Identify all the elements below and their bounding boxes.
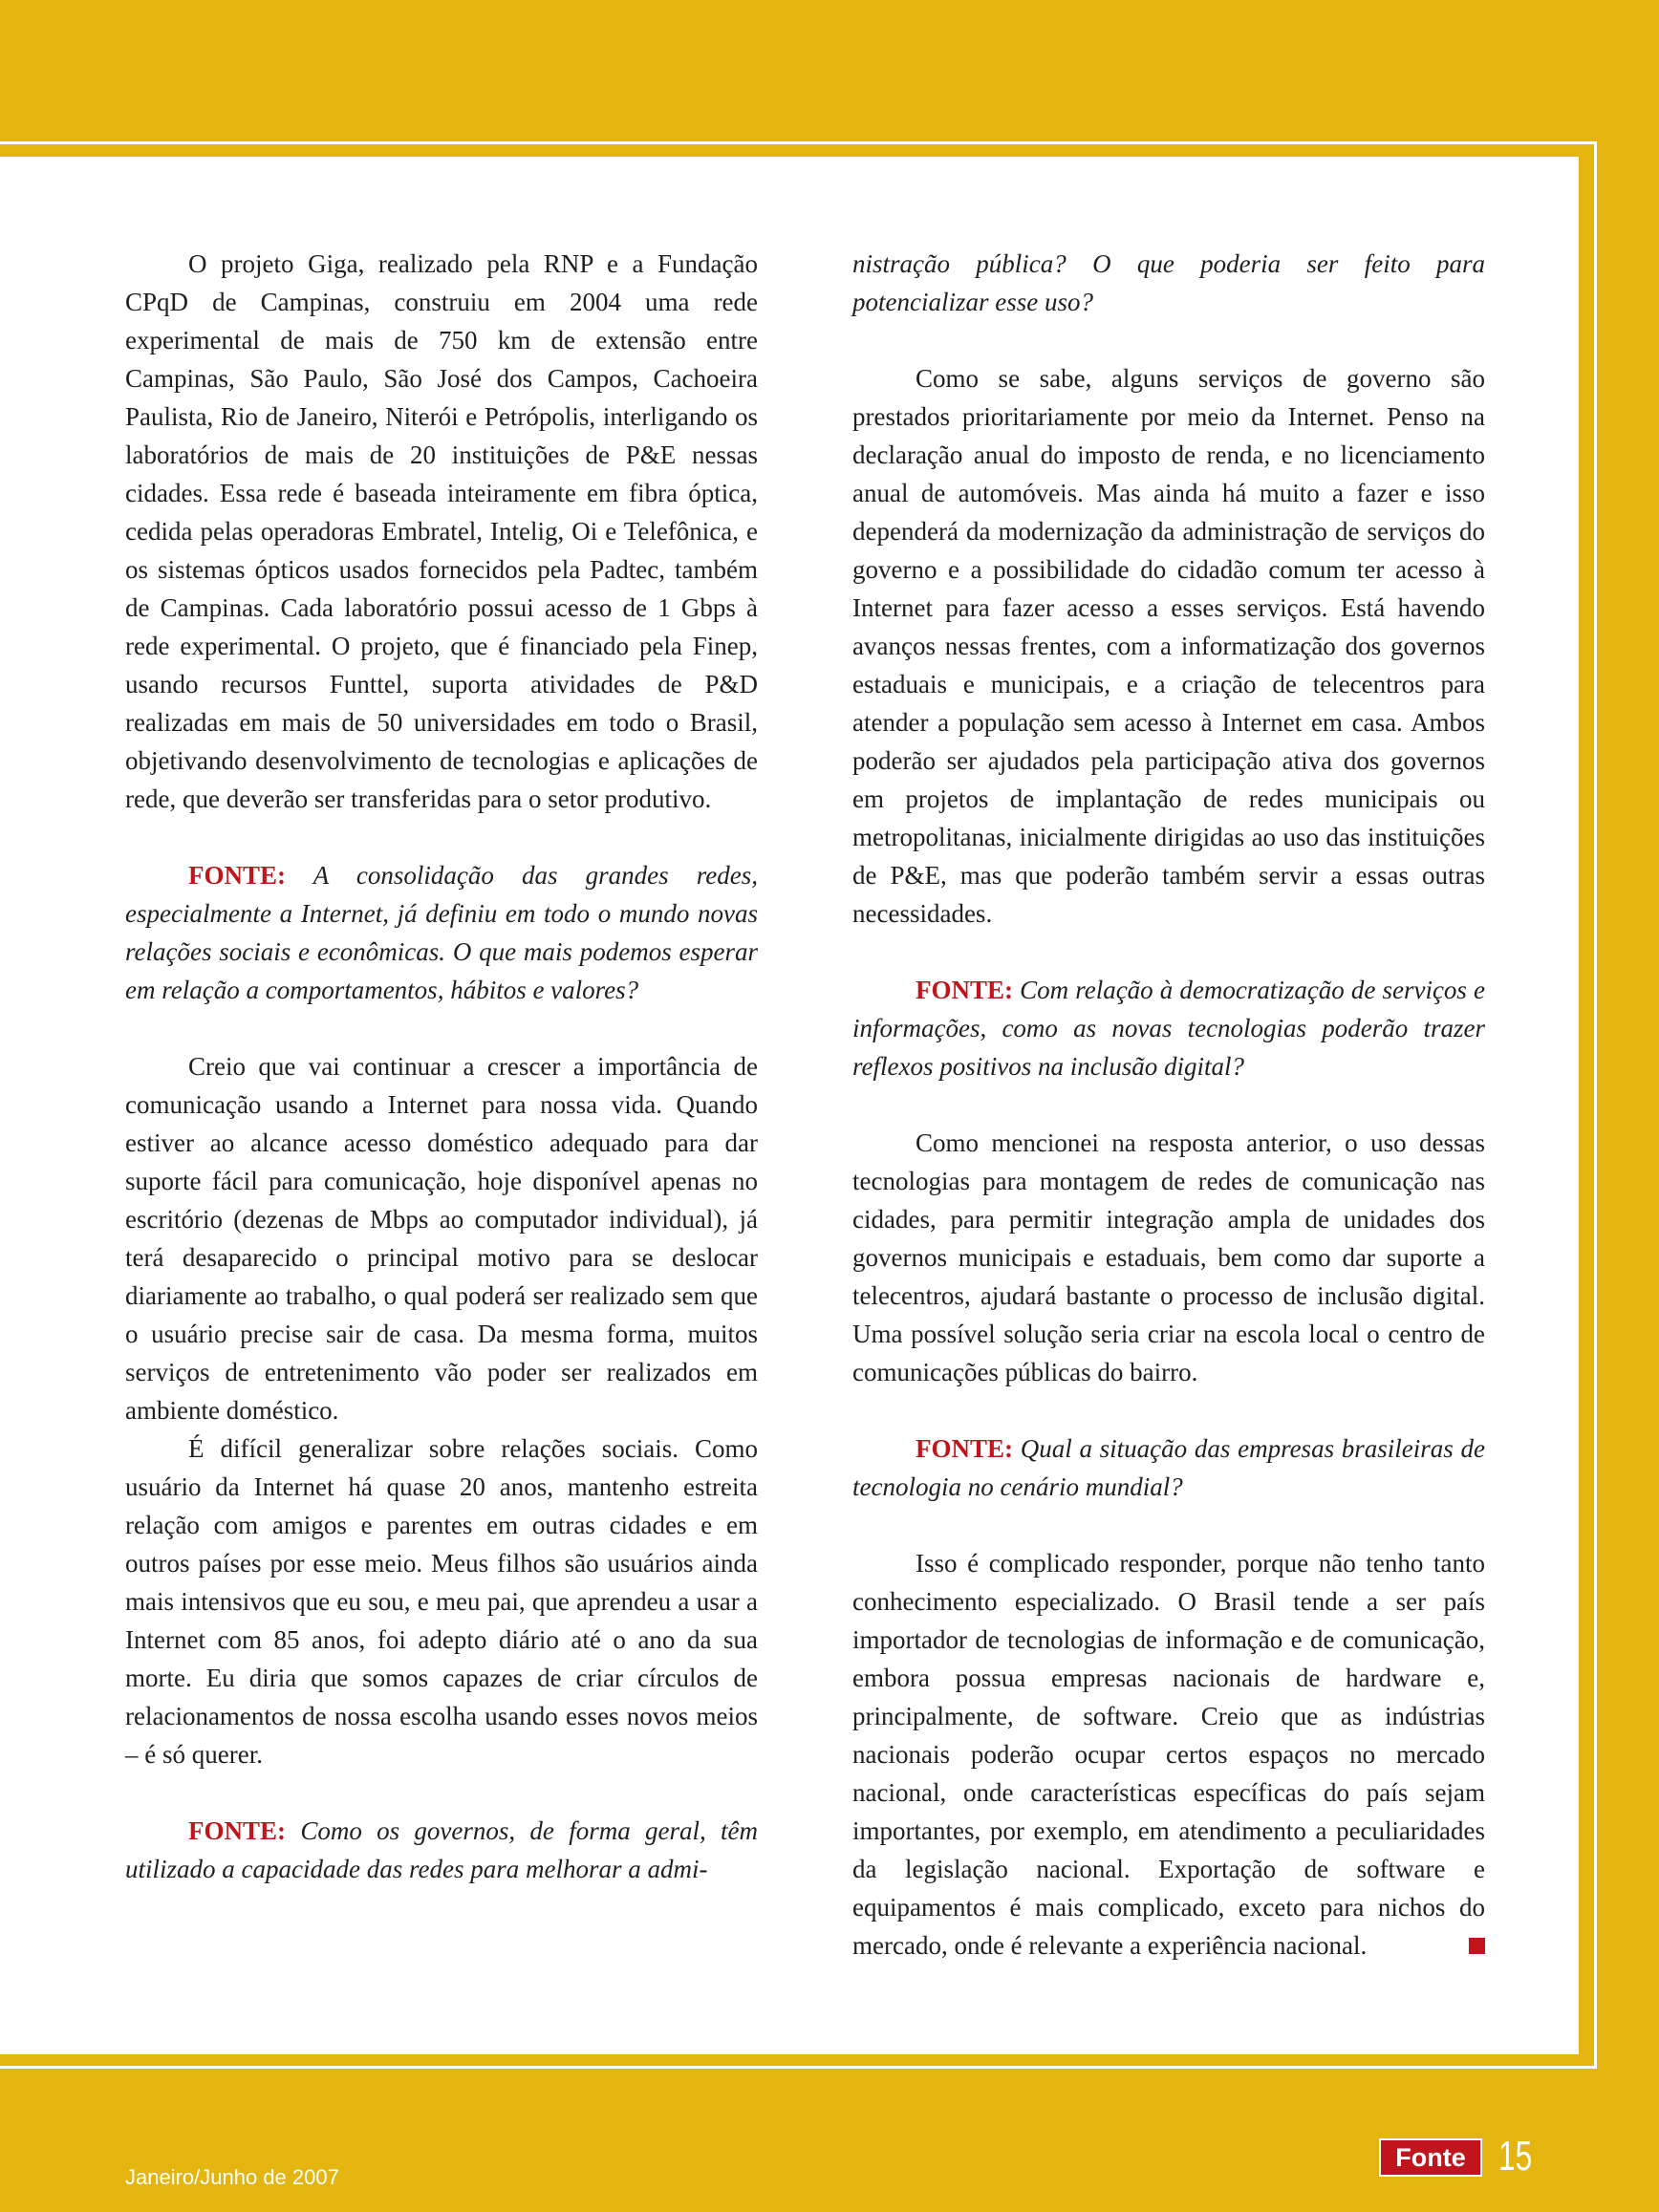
magazine-logo: Fonte [1379, 2138, 1482, 2177]
question-text: Como os governos, de forma geral, têm utilizado a capacidade das redes para melhorar a admi- [125, 1816, 759, 1883]
question-continuation: nistração pública? O que poderia ser feito para potencializar esse uso? [852, 249, 1485, 316]
answer-paragraph: Como mencionei na resposta anterior, o uso dessas tecnologias para montagem de redes de comunicação nas cidades, para permitir integração ampla de unidades dos governos municipais e estaduais, bem como dar suporte a telecentros, ajudará bastante o processo de inclusão digital. Uma possível solução seria criar na escola local o centro de comunicações públicas do bairro. [852, 1128, 1485, 1386]
question-label: FONTE: [188, 861, 287, 890]
paragraph-giga-project: O projeto Giga, realizado pela RNP e a Fundação CPqD de Campinas, construiu em 2004 uma rede experimental de mais de 750 km de extensão entre Campinas, São Paulo, São José dos Campos, Cachoeira Paulista, Rio de Janeiro, Niterói e Petrópolis, interligando os laboratórios de mais de 20 instituições de P&E nessas cidades. Essa rede é baseada inteiramente em fibra óptica, cedida pelas operadoras Embratel, Intelig, Oi e Telefônica, e os sistemas ópticos usados fornecidos pela Padtec, também de Campinas. Cada laboratório possui acesso de 1 Gbps à rede experimental. O projeto, que é financiado pela Finep, usando recursos Funttel, suporta atividades de P&D realizadas em mais de 50 universidades em todo o Brasil, objetivando desenvolvimento de tecnologias e aplicações de rede, que deverão ser transferidas para o setor produtivo. [125, 249, 758, 813]
page-body [0, 157, 1579, 2054]
interview-question [125, 856, 758, 1009]
answer-text: Isso é complicado responder, porque não tenho tanto conhecimento especializado. O Brasil tende a ser país importador de tecnologias de informação e de comunicação, embora possua empresas nacionais de hardware e, principalmente, de software. Creio que as indústrias nacionais poderão ocupar certos espaços no mercado nacional, onde características específicas do país sejam importantes, por exemplo, em atendimento a peculiaridades da legislação nacional. Exportação de software e equipamentos é mais complicado, exceto para nichos do mercado, onde é relevante a experiência nacional. [852, 1549, 1485, 1960]
question-label: FONTE: [188, 1816, 287, 1845]
question-text: Qual a situação das empresas brasileiras de tecnologia no cenário mundial? [852, 1434, 1485, 1501]
left-column [125, 245, 758, 1888]
question-label: FONTE: [916, 1434, 1014, 1463]
right-column [852, 245, 1485, 1965]
answer-paragraph: Como se sabe, alguns serviços de governo são prestados prioritariamente por meio da Internet. Penso na declaração anual do imposto de renda, e no licenciamento anual de automóveis. Mas ainda há muito a fazer e isso dependerá da modernização da administração de serviços do governo e a possibilidade do cidadão comum ter acesso à Internet para fazer acesso a esses serviços. Está havendo avanços nessas frentes, com a informatização dos governos estaduais e municipais, e a criação de telecentros para atender a população sem acesso à Internet em casa. Ambos poderão ser ajudados pela participação ativa dos governos em projetos de implantação de redes municipais ou metropolitanas, inicialmente dirigidas ao uso das instituições de P&E, mas que poderão também servir a essas outras necessidades. [852, 364, 1485, 928]
page-number: 15 [1498, 2133, 1533, 2180]
interview-question [852, 1429, 1485, 1506]
end-of-article-square-icon [1469, 1938, 1485, 1954]
answer-paragraph: Creio que vai continuar a crescer a importância de comunicação usando a Internet para nossa vida. Quando estiver ao alcance acesso doméstico adequado para dar suporte fácil para comunicação, hoje disponível apenas no escritório (dezenas de Mbps ao computador individual), já terá desaparecido o principal motivo para se deslocar diariamente ao trabalho, o qual poderá ser realizado sem que o usuário precise sair de casa. Da mesma forma, muitos serviços de entretenimento vão poder ser realizados em ambiente doméstico. [125, 1052, 758, 1425]
footer-date: Janeiro/Junho de 2007 [125, 2165, 339, 2189]
interview-question [852, 971, 1485, 1085]
question-text: Com relação à democratização de serviços e informações, como as novas tecnologias poderão trazer reflexos positivos na inclusão digital? [852, 976, 1485, 1081]
question-label: FONTE: [916, 976, 1014, 1004]
question-text: A consolidação das grandes redes, especialmente a Internet, já definiu em todo o mundo novas relações sociais e econômicas. O que mais podemos esperar em relação a comportamentos, hábitos e valores? [125, 861, 758, 1004]
answer-paragraph: É difícil generalizar sobre relações sociais. Como usuário da Internet há quase 20 anos, mantenho estreita relação com amigos e parentes em outras cidades e em outros países por esse meio. Meus filhos são usuários ainda mais intensivos que eu sou, e meu pai, que aprendeu a usar a Internet com 85 anos, foi adepto diário até o ano da sua morte. Eu diria que somos capazes de criar círculos de relacionamentos de nossa escolha usando esses novos meios – é só querer. [125, 1434, 758, 1769]
answer-paragraph-final [852, 1544, 1485, 1965]
interview-question [125, 1812, 758, 1888]
